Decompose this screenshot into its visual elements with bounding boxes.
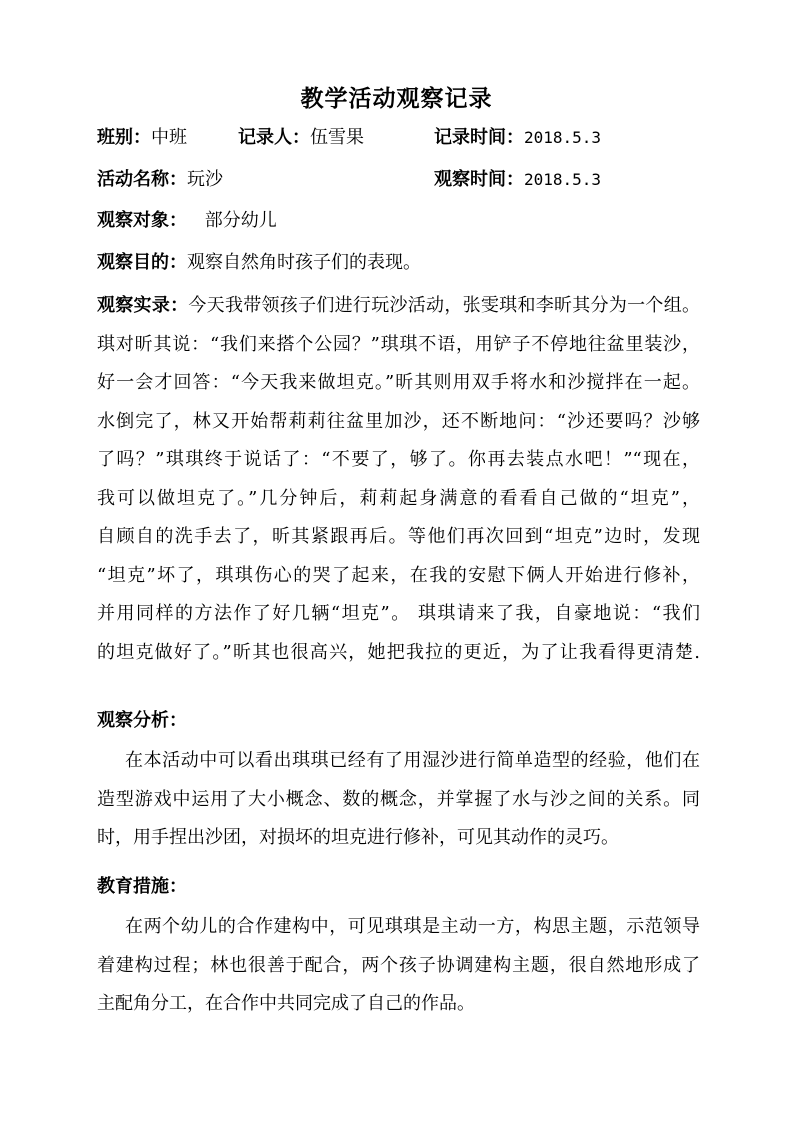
record-line: 并用同样的方法作了好几辆“坦克”。 琪琪请来了我，自豪地说：“我们 (97, 603, 700, 624)
document-title: 教学活动观察记录 (300, 85, 493, 112)
measures-heading-row (97, 875, 707, 899)
measures-line: 着建构过程；林也很善于配合，两个孩子协调建构主题，很自然地形成了 (97, 954, 700, 976)
activity-label: 活动名称： (97, 169, 187, 190)
measures-line: 主配角分工，在合作中共同完成了自己的作品。 (97, 993, 475, 1014)
record-label: 观察实录： (97, 295, 189, 316)
recorder-value: 伍雪果 (310, 127, 364, 148)
activity-value: 玩沙 (187, 169, 223, 190)
measures-section (97, 908, 700, 1024)
object-label: 观察对象： (97, 210, 187, 231)
header-row-2 (97, 168, 707, 192)
observe-time-value: 2018.5.3 (524, 170, 602, 189)
analysis-heading-row (97, 709, 707, 733)
record-line: 水倒完了，林又开始帮莉莉往盆里加沙，还不断地问：“沙还要吗？沙够 (97, 410, 700, 432)
record-line: 琪对昕其说：“我们来搭个公园？”琪琪不语，用铲子不停地往盆里装沙， (97, 333, 700, 355)
analysis-section (97, 742, 700, 858)
class-label: 班别： (97, 127, 151, 148)
analysis-line: 造型游戏中运用了大小概念、数的概念，并掌握了水与沙之间的关系。同 (97, 788, 700, 810)
purpose-value: 观察自然角时孩子们的表现。 (187, 252, 421, 273)
record-line: 我可以做坦克了。”几分钟后，莉莉起身满意的看看自己做的“坦克”， (97, 487, 700, 509)
record-line: 的坦克做好了。”昕其也很高兴，她把我拉的更近，为了让我看得更清楚. (97, 641, 700, 663)
purpose-label: 观察目的： (97, 252, 187, 273)
measures-label: 教育措施： (97, 876, 187, 897)
analysis-line: 时，用手捏出沙团，对损坏的坦克进行修补，可见其动作的灵巧。 (97, 827, 619, 848)
record-line: “坦克”坏了，琪琪伤心的哭了起来，在我的安慰下俩人开始进行修补， (97, 564, 700, 586)
record-line: 好一会才回答：“今天我来做坦克。”昕其则用双手将水和沙搅拌在一起。 (97, 372, 700, 393)
class-value: 中班 (151, 127, 187, 148)
object-row (97, 209, 707, 233)
observe-time-label: 观察时间： (434, 169, 524, 190)
recorder-label: 记录人： (238, 127, 310, 148)
analysis-line: 在本活动中可以看出琪琪已经有了用湿沙进行简单造型的经验，他们在 (125, 750, 700, 771)
record-line: 了吗？”琪琪终于说话了：“不要了，够了。你再去装点水吧！”“现在， (97, 449, 700, 470)
record-time-label: 记录时间： (434, 127, 524, 148)
measures-line: 在两个幼儿的合作建构中，可见琪琪是主动一方，构思主题，示范领导 (125, 916, 700, 937)
record-section (97, 287, 700, 672)
purpose-row (97, 251, 707, 275)
record-time-value: 2018.5.3 (524, 128, 602, 147)
analysis-label: 观察分析： (97, 710, 187, 731)
object-value: 部分幼儿 (204, 210, 277, 231)
record-line: 今天我带领孩子们进行玩沙活动，张雯琪和李昕其分为一个组。 (188, 295, 700, 316)
record-line: 自顾自的洗手去了，昕其紧跟再后。等他们再次回到“坦克”边时，发现 (97, 526, 700, 547)
header-row-1 (97, 126, 707, 150)
